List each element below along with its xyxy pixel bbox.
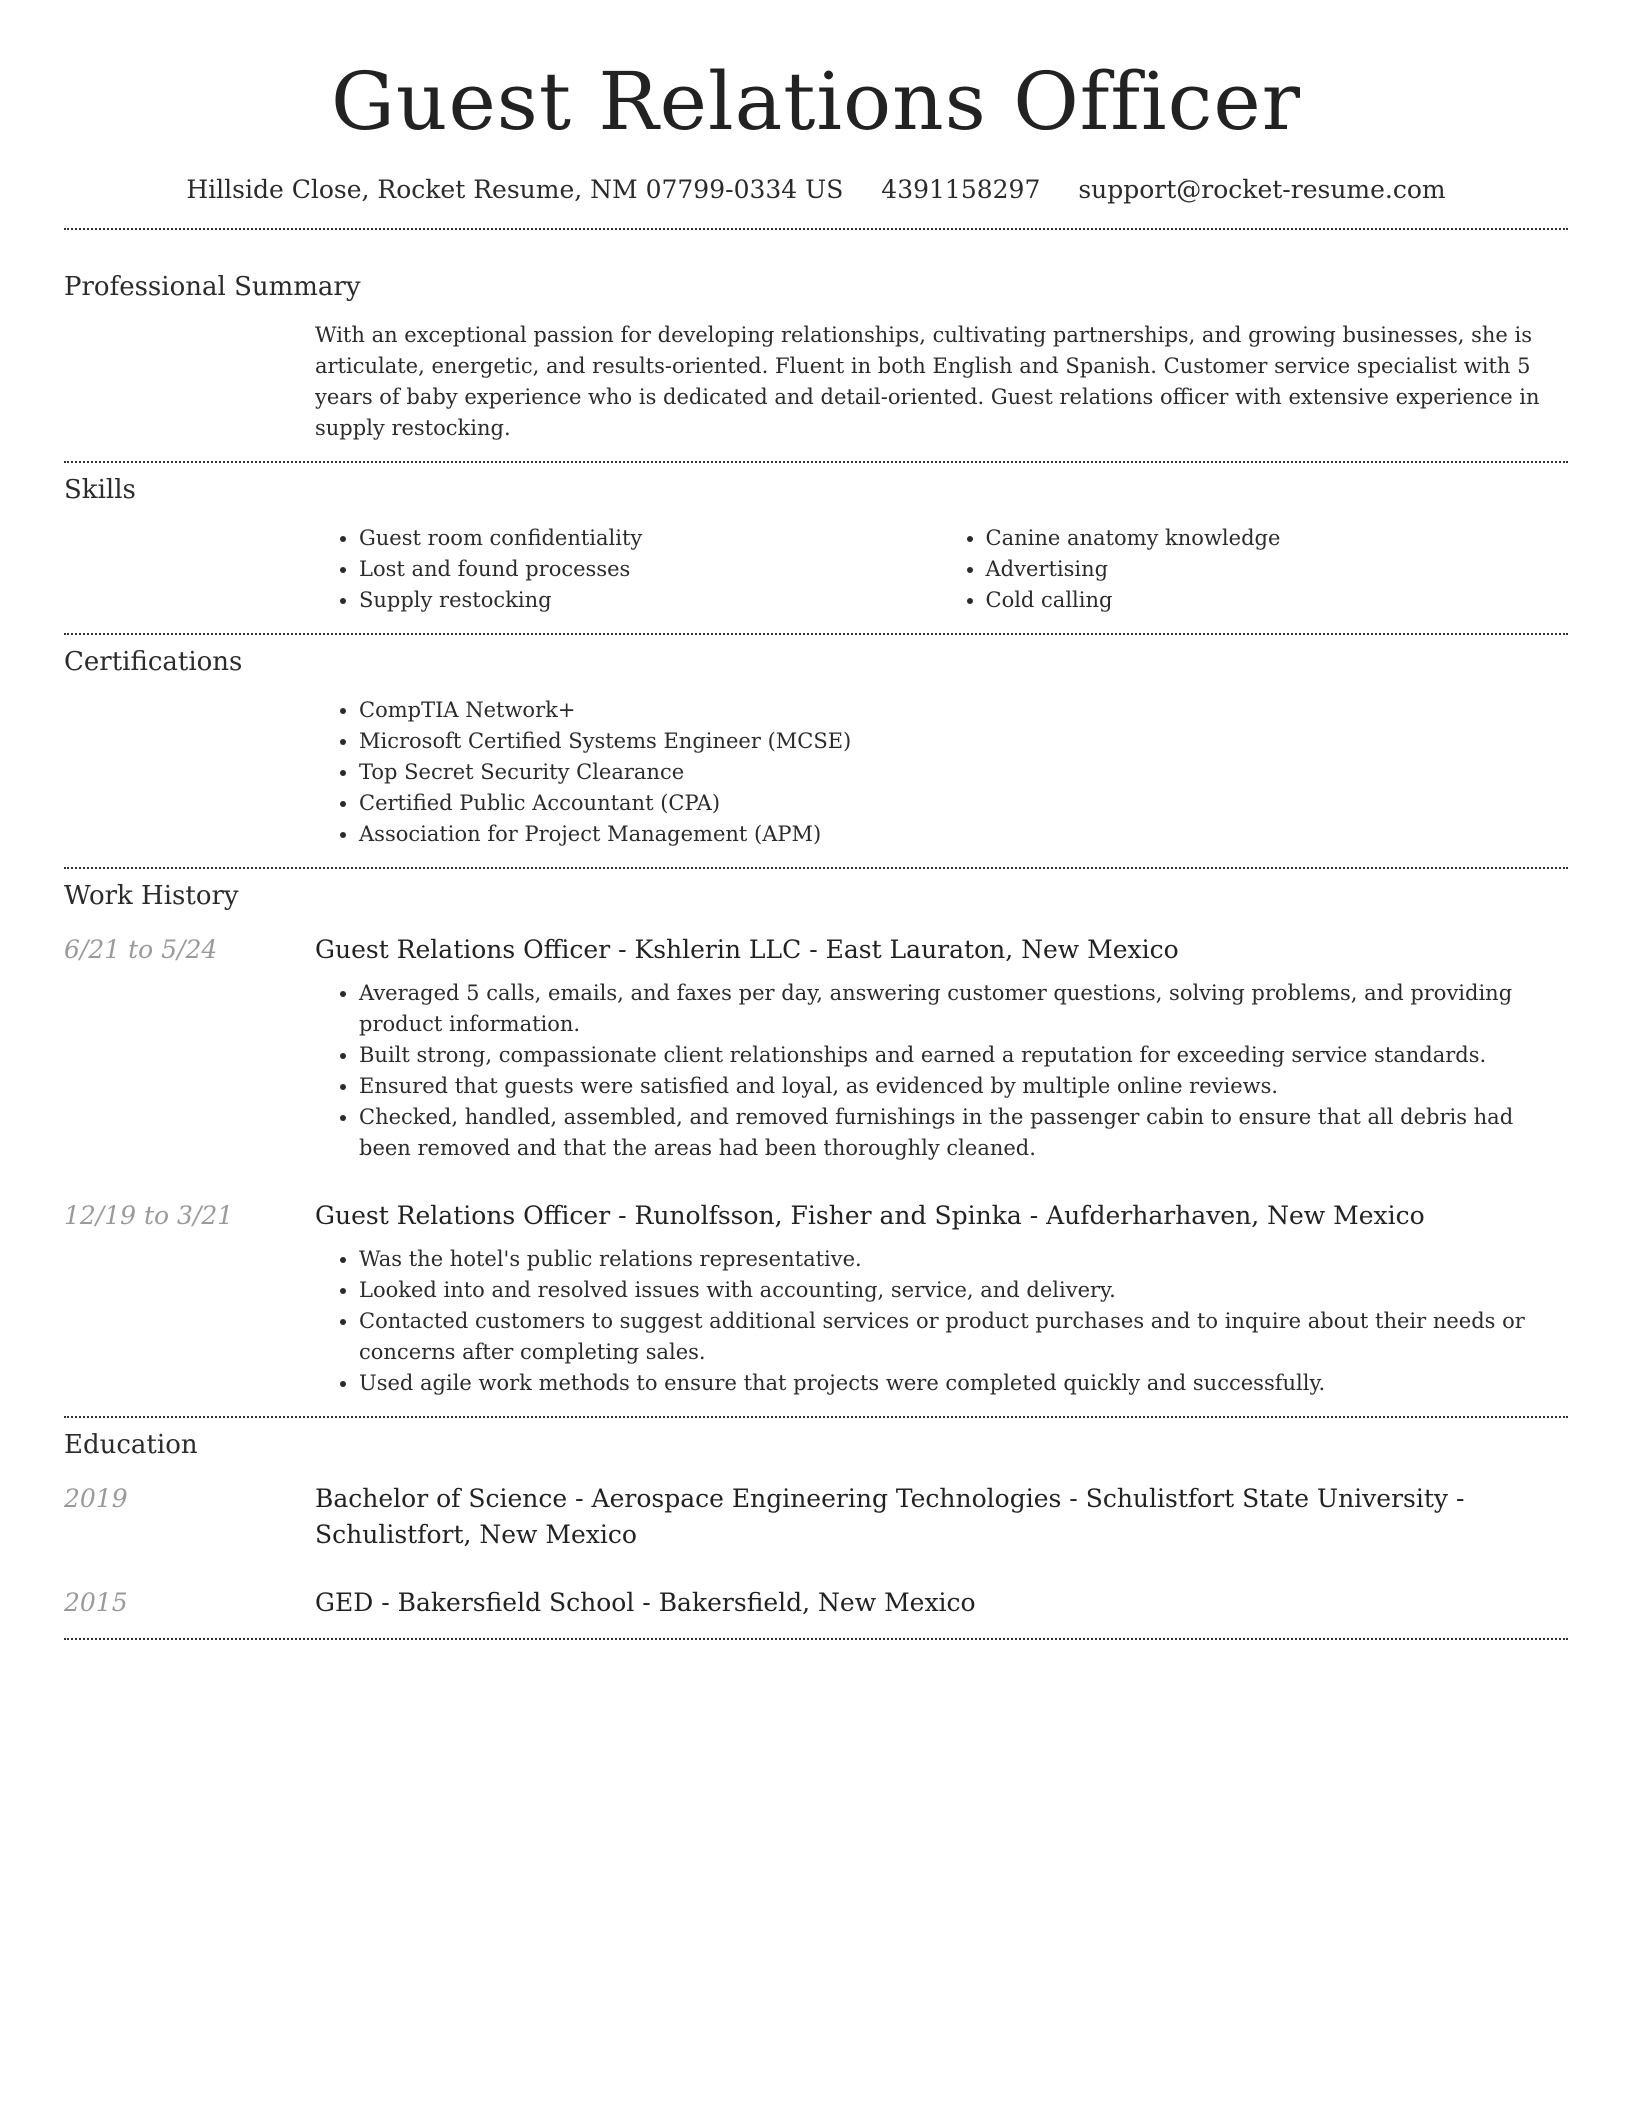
job-bullet: • Looked into and resolved issues with accounting, service, and delivery. — [359, 1275, 1568, 1306]
skill-item: • Supply restocking — [359, 585, 942, 616]
job-dates: 6/21 to 5/24 — [64, 935, 218, 964]
contact-line — [64, 172, 1568, 208]
contact-phone: 4391158297 — [881, 175, 1041, 204]
skills-column-right — [942, 523, 1569, 616]
certification-item: • Top Secret Security Clearance — [359, 757, 1568, 788]
summary-heading: Professional Summary — [64, 272, 361, 302]
certification-item: • Association for Project Management (APM) — [359, 819, 1568, 850]
contact-email: support@rocket-resume.com — [1078, 175, 1446, 204]
skills-column-left — [315, 523, 942, 616]
job-bullets — [315, 978, 1568, 1164]
job-bullet: • Used agile work methods to ensure that projects were completed quickly and successfully. — [359, 1368, 1568, 1399]
certification-item: • CompTIA Network+ — [359, 695, 1568, 726]
education-entry — [64, 1481, 1568, 1553]
certification-item: • Certified Public Accountant (CPA) — [359, 788, 1568, 819]
job-bullet: • Contacted customers to suggest additional services or product purchases and to inquire about their needs or concerns after completing sales. — [359, 1306, 1568, 1368]
job-bullet: • Built strong, compassionate client relationships and earned a reputation for exceeding service standards. — [359, 1040, 1568, 1071]
job-entry — [64, 932, 1568, 968]
skill-item: • Guest room confidentiality — [359, 523, 942, 554]
divider — [64, 633, 1568, 635]
divider — [64, 461, 1568, 463]
certifications-list — [315, 695, 1568, 850]
resume-title: Guest Relations Officer — [331, 55, 1301, 148]
job-entry — [64, 1198, 1568, 1234]
education-year: 2019 — [64, 1484, 128, 1513]
divider — [64, 228, 1568, 230]
certification-item: • Microsoft Certified Systems Engineer (MCSE) — [359, 726, 1568, 757]
skills-heading: Skills — [64, 475, 136, 505]
job-dates: 12/19 to 3/21 — [64, 1201, 234, 1230]
divider — [64, 1638, 1568, 1640]
education-heading: Bachelor of Science - Aerospace Engineering Technologies - Schulistfort State University - Schulistfort, New Mexico — [315, 1484, 1465, 1549]
contact-address: Hillside Close, Rocket Resume, NM 07799-0334 US — [186, 175, 844, 204]
job-bullet: • Checked, handled, assembled, and removed furnishings in the passenger cabin to ensure that all debris had been removed and that the areas had been thoroughly cleaned. — [359, 1102, 1568, 1164]
skill-item: • Cold calling — [986, 585, 1569, 616]
skill-item: • Canine anatomy knowledge — [986, 523, 1569, 554]
job-bullet: • Ensured that guests were satisfied and loyal, as evidenced by multiple online reviews. — [359, 1071, 1568, 1102]
education-heading: Education — [64, 1430, 198, 1460]
skills-list — [315, 523, 1568, 616]
summary-text: With an exceptional passion for developing relationships, cultivating partnerships, and growing businesses, she is articulate, energetic, and results-oriented. Fluent in both English and Spanish. Customer service specialist with 5 years of baby experience who is dedicated and detail-oriented. Guest relations officer with extensive experience in supply restocking. — [315, 323, 1540, 440]
education-heading: GED - Bakersfield School - Bakersfield, New Mexico — [315, 1588, 976, 1617]
work-history-heading: Work History — [64, 881, 239, 911]
job-heading: Guest Relations Officer - Kshlerin LLC - East Lauraton, New Mexico — [315, 935, 1179, 964]
education-entry — [64, 1585, 1568, 1621]
divider — [64, 867, 1568, 869]
job-bullet: • Averaged 5 calls, emails, and faxes per day, answering customer questions, solving problems, and providing product information. — [359, 978, 1568, 1040]
certifications-heading: Certifications — [64, 647, 243, 677]
skill-item: • Advertising — [986, 554, 1569, 585]
divider — [64, 1416, 1568, 1418]
job-heading: Guest Relations Officer - Runolfsson, Fisher and Spinka - Aufderharhaven, New Mexico — [315, 1201, 1425, 1230]
job-bullets — [315, 1244, 1568, 1399]
skill-item: • Lost and found processes — [359, 554, 942, 585]
job-bullet: • Was the hotel's public relations representative. — [359, 1244, 1568, 1275]
education-year: 2015 — [64, 1588, 128, 1617]
resume-page — [64, 0, 1568, 1640]
